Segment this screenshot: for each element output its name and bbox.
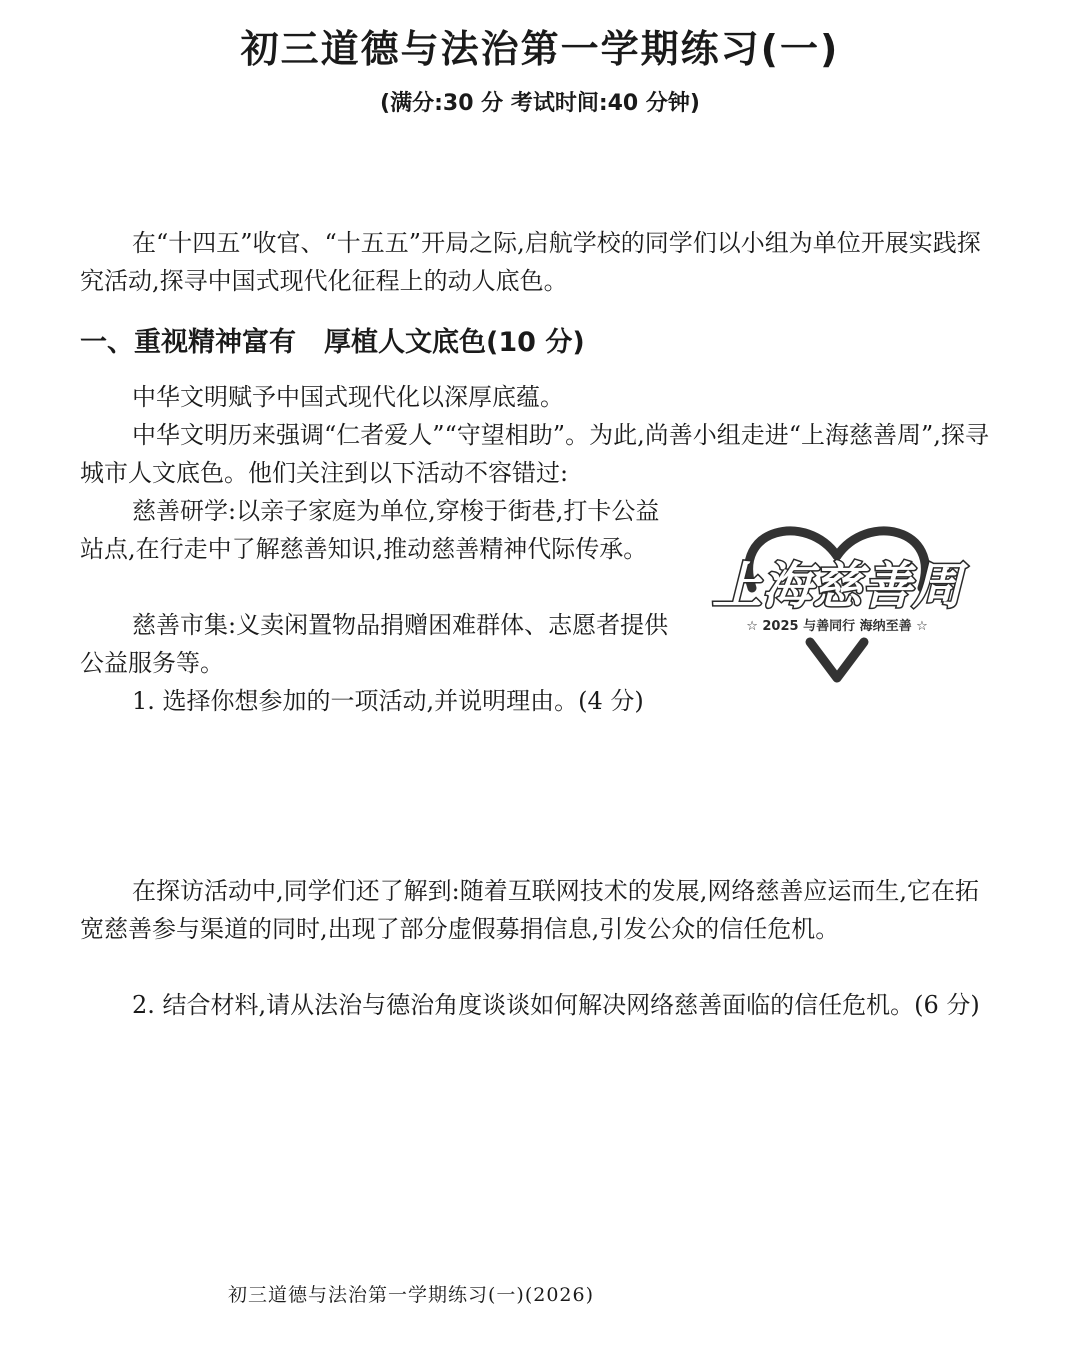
- logo-tagline: ☆ 2025 与善同行 海纳至善 ☆: [746, 619, 928, 634]
- question-1: 1. 选择你想参加的一项活动,并说明理由。(4 分): [132, 687, 644, 715]
- paragraph-charity-market: 慈善市集:义卖闲置物品捐赠困难群体、志愿者提供公益服务等。: [80, 611, 669, 677]
- page-title: 初三道德与法治第一学期练习(一): [240, 27, 840, 71]
- section-heading: [80, 320, 585, 359]
- paragraph-2: 中华文明历来强调“仁者爱人”“守望相助”。为此,尚善小组走进“上海慈善周”,探寻城市人文底色。他们关注到以下活动不容错过:: [80, 421, 989, 487]
- charity-week-logo: [692, 518, 982, 688]
- paragraph-online-charity: 在探访活动中,同学们还了解到:随着互联网技术的发展,网络慈善应运而生,它在拓宽慈善参与渠道的同时,出现了部分虚假募捐信息,引发公众的信任危机。: [80, 877, 979, 943]
- paragraph-charity-study: 慈善研学:以亲子家庭为单位,穿梭于街巷,打卡公益站点,在行走中了解慈善知识,推动慈善精神代际传承。: [80, 497, 660, 563]
- exam-info: (满分:30 分 考试时间:40 分钟): [380, 91, 700, 116]
- question-2: 2. 结合材料,请从法治与德治角度谈谈如何解决网络慈善面临的信任危机。(6 分): [132, 991, 980, 1019]
- section-heading-right: 厚植人文底色(10 分): [324, 327, 585, 358]
- page-footer: 初三道德与法治第一学期练习(一)(2026): [228, 1284, 595, 1306]
- paragraph-1: 中华文明赋予中国式现代化以深厚底蕴。: [132, 383, 564, 411]
- intro-paragraph: 在“十四五”收官、“十五五”开局之际,启航学校的同学们以小组为单位开展实践探究活动,探寻中国式现代化征程上的动人底色。: [80, 229, 981, 295]
- heart-logo-icon: [692, 518, 982, 688]
- logo-name: 上海慈善周: [712, 557, 962, 615]
- section-heading-left: 一、重视精神富有: [80, 327, 296, 358]
